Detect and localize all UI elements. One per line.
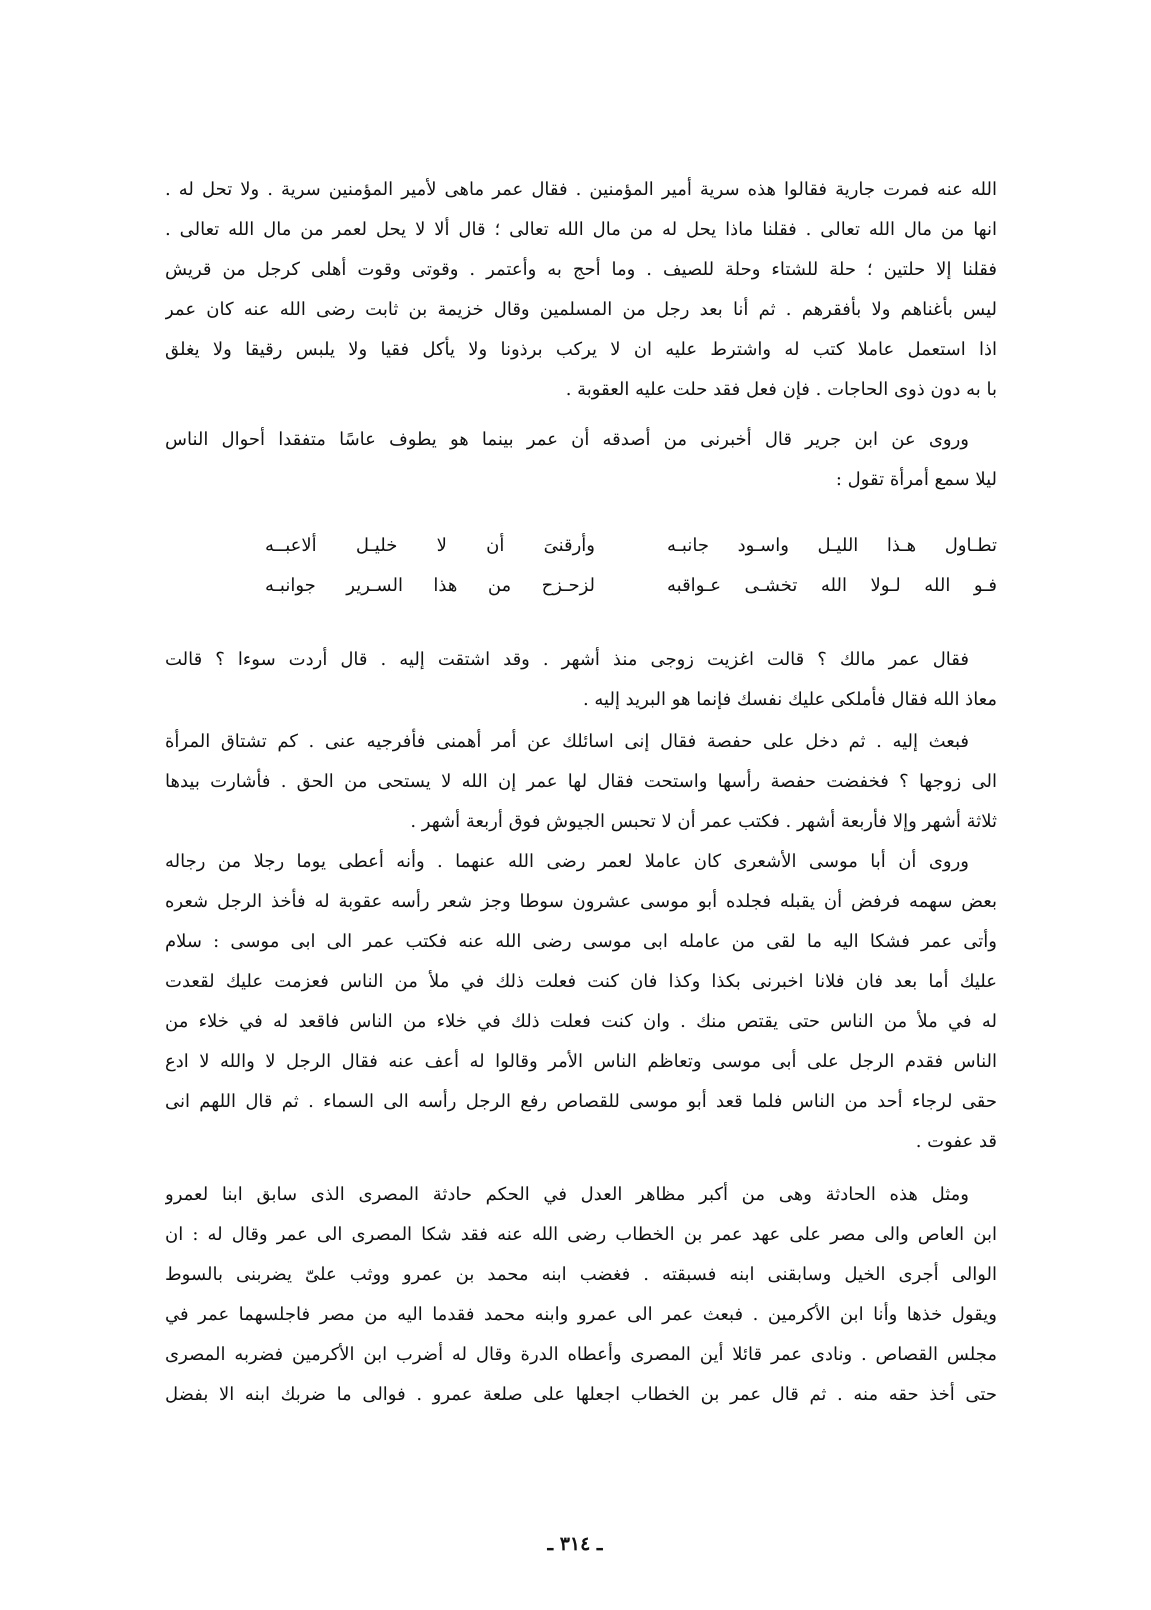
text-line: وروى أن أبا موسى الأشعرى كان عاملا لعمر رضى الله عنهما . وأنه أعطى يوما رجلا من رجاله <box>165 851 969 872</box>
text-line: ابن العاص والى مصر على عهد عمر بن الخطاب رضى الله عنه فقد شكا المصرى الى عمر وقال له : ان <box>165 1224 997 1245</box>
text-line: حقى لرجاء أحد من الناس فلما قعد أبو موسى للقصاص رفع الرجل رأسه الى السماء . ثم قال اللهم انى <box>165 1091 997 1112</box>
text-line: ليلا سمع أمرأة تقول : <box>835 469 997 490</box>
poem-verse <box>265 526 997 566</box>
text-line: الناس فقدم الرجل على أبى موسى وتعاظم الناس الأمر وقالوا له أعف عنه فقال الرجل لا والله لا ادع <box>165 1051 997 1072</box>
text-line: الوالى أجرى الخيل وسابقنى ابنه فسبقته . فغضب ابنه محمد بن عمرو ووثب علىّ يضربنى بالسوط <box>165 1264 997 1285</box>
poem-verse <box>265 566 997 606</box>
text-line: فقلنا إلا حلتين ؛ حلة للشتاء وحلة للصيف . وما أحج به وأعتمر . وقوتى وقوت أهلى كرجل من قريش <box>165 259 997 280</box>
text-line: انها من مال الله تعالى . فقلنا ماذا يحل له من مال الله تعالى ؛ قال ألا لا يحل لعمر من مال الله تعالى . <box>165 219 997 240</box>
text-line: فقال عمر مالك ؟ قالت اغزيت زوجى منذ أشهر . وقد اشتقت إليه . قال أردت سوءا ؟ قالت <box>165 649 969 670</box>
text-line: وروى عن ابن جرير قال أخبرنى من أصدقه أن عمر بينما هو يطوف عاسًا متفقدا أحوال الناس <box>165 429 969 450</box>
poem <box>265 526 997 606</box>
verse-second-hemistich: لزحـزح من هذا السـرير جوانبـه <box>265 575 595 596</box>
verse-second-hemistich: وأرقنىَ أن لا خليـل ألاعبــه <box>265 535 595 556</box>
verse-first-hemistich: تطـاول هـذا الليـل واسـود جانبـه <box>667 535 997 556</box>
paragraph-2 <box>165 420 997 500</box>
text-line: ومثل هذه الحادثة وهى من أكبر مظاهر العدل في الحكم حادثة المصرى الذى سابق ابنا لعمرو <box>165 1184 969 1205</box>
text-line: فبعث إليه . ثم دخل على حفصة فقال إنى اسائلك عن أمر أهمنى فأفرجيه عنى . كم تشتاق المرأة <box>165 731 969 752</box>
text-line: له في ملأ من الناس حتى يقتص منك . وان كنت فعلت ذلك في خلاء من الناس فاقعد له في خلاء من <box>165 1011 997 1032</box>
text-line: عليك أما بعد فان فلانا اخبرنى بكذا وكذا فان كنت فعلت ذلك في ملأ من الناس فعزمت عليك لقعدت <box>165 971 997 992</box>
text-line: اذا استعمل عاملا كتب له واشترط عليه ان لا يركب برذونا ولا يأكل فقيا ولا يلبس رقيقا ولا يغلق <box>165 339 997 360</box>
text-line: الله عنه فمرت جارية فقالوا هذه سرية أمير المؤمنين . فقال عمر ماهى لأمير المؤمنين سرية . ولا تحل له . <box>165 179 997 200</box>
paragraph-5 <box>165 842 997 1162</box>
text-line: مجلس القصاص . ونادى عمر قائلا أين المصرى وأعطاه الدرة وقال له أضرب ابن الأكرمين فضربه المصرى <box>165 1344 997 1365</box>
page-number: ـ ٣١٤ ـ <box>547 1533 603 1555</box>
verse-first-hemistich: فـو الله لـولا الله تخشـى عـواقبه <box>667 575 997 596</box>
text-line: ليس بأغناهم ولا بأفقرهم . ثم أنا بعد رجل من المسلمين وقال خزيمة بن ثابت رضى الله عنه كان عمر <box>165 299 997 320</box>
text-line: الى زوجها ؟ فخفضت حفصة رأسها واستحت فقال لها عمر إن الله لا يستحى من الحق . فأشارت بيدها <box>165 771 997 792</box>
paragraph-4 <box>165 722 997 842</box>
text-line: حتى أخذ حقه منه . ثم قال عمر بن الخطاب اجعلها على صلعة عمرو . فوالى ما ضربك ابنه الا بفضل <box>165 1384 997 1405</box>
paragraph-3 <box>165 640 997 720</box>
text-line: قد عفوت . <box>915 1131 997 1152</box>
paragraph-1 <box>165 170 997 410</box>
paragraph-6 <box>165 1175 997 1415</box>
text-line: ويقول خذها وأنا ابن الأكرمين . فبعث عمر الى عمرو وابنه محمد فقدما اليه من مصر فاجلسهما عمر في <box>165 1304 997 1325</box>
text-line: بعض سهمه فرفض أن يقبله فجلده أبو موسى عشرون سوطا وجز شعر رأسه عقوبة له فأخذ الرجل شعره <box>165 891 997 912</box>
text-line: وأتى عمر فشكا اليه ما لقى من عامله ابى موسى رضى الله عنه فكتب عمر الى ابى موسى : سلام <box>165 931 997 952</box>
text-line: با به دون ذوى الحاجات . فإن فعل فقد حلت عليه العقوبة . <box>565 379 997 400</box>
text-line: ثلاثة أشهر وإلا فأربعة أشهر . فكتب عمر أن لا تحبس الجيوش فوق أربعة أشهر . <box>410 811 997 832</box>
text-line: معاذ الله فقال فأملكى عليك نفسك فإنما هو البريد إليه . <box>582 689 997 710</box>
